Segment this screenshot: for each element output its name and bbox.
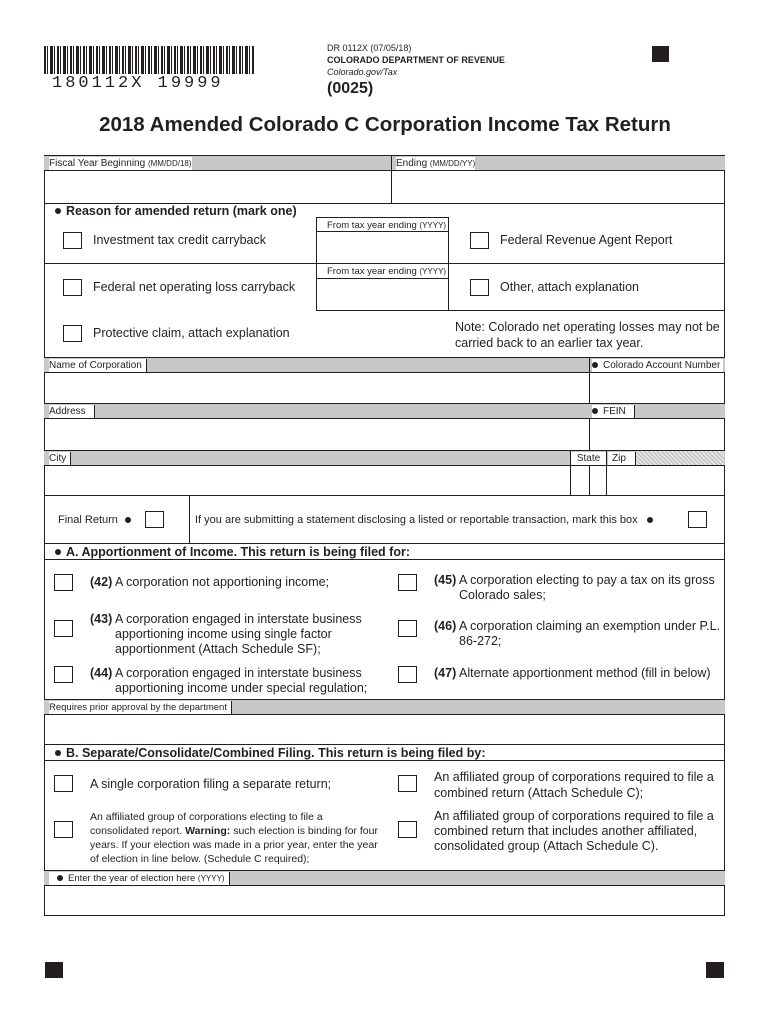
apportion-44-checkbox[interactable] <box>54 666 73 683</box>
apportion-43-checkbox[interactable] <box>54 620 73 637</box>
address-label: Address <box>49 405 95 418</box>
protective-claim-label: Protective claim, attach explanation <box>93 326 290 340</box>
from-tax-year-label-1: From tax year ending (YYYY) <box>327 220 447 231</box>
prior-approval-label: Requires prior approval by the department <box>49 701 232 714</box>
nol-carryback-label: Federal net operating loss carryback <box>93 280 296 294</box>
apportion-46-label: (46) A corporation claiming an exemption under P.L. 86-272; <box>434 619 721 648</box>
apportion-44-label: (44) A corporation engaged in interstate business apportioning income under special regulation; <box>90 666 368 695</box>
barcode-number: 180112X 19999 <box>52 74 224 93</box>
affiliated-combined-label: An affiliated group of corporations required to file a combined return (Attach Schedule C); <box>434 770 714 800</box>
fiscal-year-beginning-label: Fiscal Year Beginning (MM/DD/18) <box>49 158 192 169</box>
colorado-account-label: Colorado Account Number <box>592 359 723 372</box>
from-tax-year-input-2[interactable] <box>317 279 447 309</box>
corporation-name-input[interactable] <box>45 374 588 402</box>
reportable-transaction-checkbox[interactable] <box>688 511 707 528</box>
fiscal-year-ending-label: Ending (MM/DD/YY) <box>396 158 476 169</box>
federal-agent-report-label: Federal Revenue Agent Report <box>500 233 673 247</box>
fein-input[interactable] <box>590 420 723 449</box>
combined-affiliated-label: An affiliated group of corporations required to file a combined return that includes another affiliated, consolidated group (Attach Schedule C). <box>434 809 714 853</box>
barcode <box>44 46 254 74</box>
address-input[interactable] <box>45 420 588 449</box>
sequence-number: (0025) <box>327 80 374 97</box>
apportion-46-checkbox[interactable] <box>398 620 417 637</box>
consolidated-checkbox[interactable] <box>54 821 73 838</box>
zip-input[interactable] <box>607 467 723 494</box>
corner-marker-top-right <box>652 46 669 62</box>
other-explanation-label: Other, attach explanation <box>500 280 639 294</box>
separate-return-checkbox[interactable] <box>54 775 73 792</box>
apportion-42-checkbox[interactable] <box>54 574 73 591</box>
city-label: City <box>49 452 71 465</box>
page-title: 2018 Amended Colorado C Corporation Income Tax Return <box>99 113 671 136</box>
apportion-47-checkbox[interactable] <box>398 666 417 683</box>
apportion-47-label: (47) Alternate apportionment method (fill in below) <box>434 666 711 680</box>
nol-note: Note: Colorado net operating losses may not be carried back to an earlier tax year. <box>455 320 720 350</box>
fiscal-year-ending-input[interactable] <box>392 172 723 202</box>
combined-affiliated-checkbox[interactable] <box>398 821 417 838</box>
form-code: DR 0112X (07/05/18) <box>327 43 412 53</box>
investment-credit-checkbox[interactable] <box>63 232 82 249</box>
investment-credit-label: Investment tax credit carryback <box>93 233 266 247</box>
zip-label: Zip <box>608 452 636 465</box>
corner-marker-bottom-left <box>45 962 63 978</box>
fiscal-year-beginning-input[interactable] <box>45 172 390 202</box>
state-input[interactable] <box>571 467 605 494</box>
amended-reason-heading: Reason for amended return (mark one) <box>55 204 297 218</box>
consolidated-label: An affiliated group of corporations electing to file a consolidated report. Warning: such election is binding for four years. If your election was made in a prior year, enter the year of election in line below. (Schedule C required); <box>90 811 378 865</box>
apportion-45-label: (45) A corporation electing to pay a tax on its gross Colorado sales; <box>434 573 715 602</box>
state-label: State <box>571 452 606 465</box>
federal-agent-report-checkbox[interactable] <box>470 232 489 249</box>
from-tax-year-label-2: From tax year ending (YYYY) <box>327 266 447 277</box>
website: Colorado.gov/Tax <box>327 67 398 77</box>
corporation-name-label: Name of Corporation <box>49 359 147 372</box>
from-tax-year-input-1[interactable] <box>317 232 447 262</box>
year-of-election-label: Enter the year of election here (YYYY) <box>49 872 230 885</box>
apportion-43-label: (43) A corporation engaged in interstate business apportioning income using single factor apportionment (Attach Schedule SF); <box>90 612 362 656</box>
corner-marker-bottom-right <box>706 962 724 978</box>
section-b-heading: B. Separate/Consolidate/Combined Filing. This return is being filed by: <box>55 746 486 760</box>
separate-return-label: A single corporation filing a separate return; <box>90 777 332 791</box>
city-input[interactable] <box>45 467 569 494</box>
apportion-42-label: (42) A corporation not apportioning income; <box>90 575 330 589</box>
department-name: COLORADO DEPARTMENT OF REVENUE <box>327 55 505 65</box>
year-of-election-input[interactable] <box>45 887 723 914</box>
fein-label: FEIN <box>592 405 635 418</box>
other-explanation-checkbox[interactable] <box>470 279 489 296</box>
alternate-apportionment-input[interactable] <box>45 716 723 743</box>
affiliated-combined-checkbox[interactable] <box>398 775 417 792</box>
nol-carryback-checkbox[interactable] <box>63 279 82 296</box>
section-a-heading: A. Apportionment of Income. This return is being filed for: <box>55 545 410 559</box>
colorado-account-input[interactable] <box>590 374 723 402</box>
reportable-transaction-label: If you are submitting a statement disclosing a listed or reportable transaction, mark this box <box>195 514 658 526</box>
final-return-label: Final Return <box>58 514 136 526</box>
final-return-checkbox[interactable] <box>145 511 164 528</box>
protective-claim-checkbox[interactable] <box>63 325 82 342</box>
apportion-45-checkbox[interactable] <box>398 574 417 591</box>
